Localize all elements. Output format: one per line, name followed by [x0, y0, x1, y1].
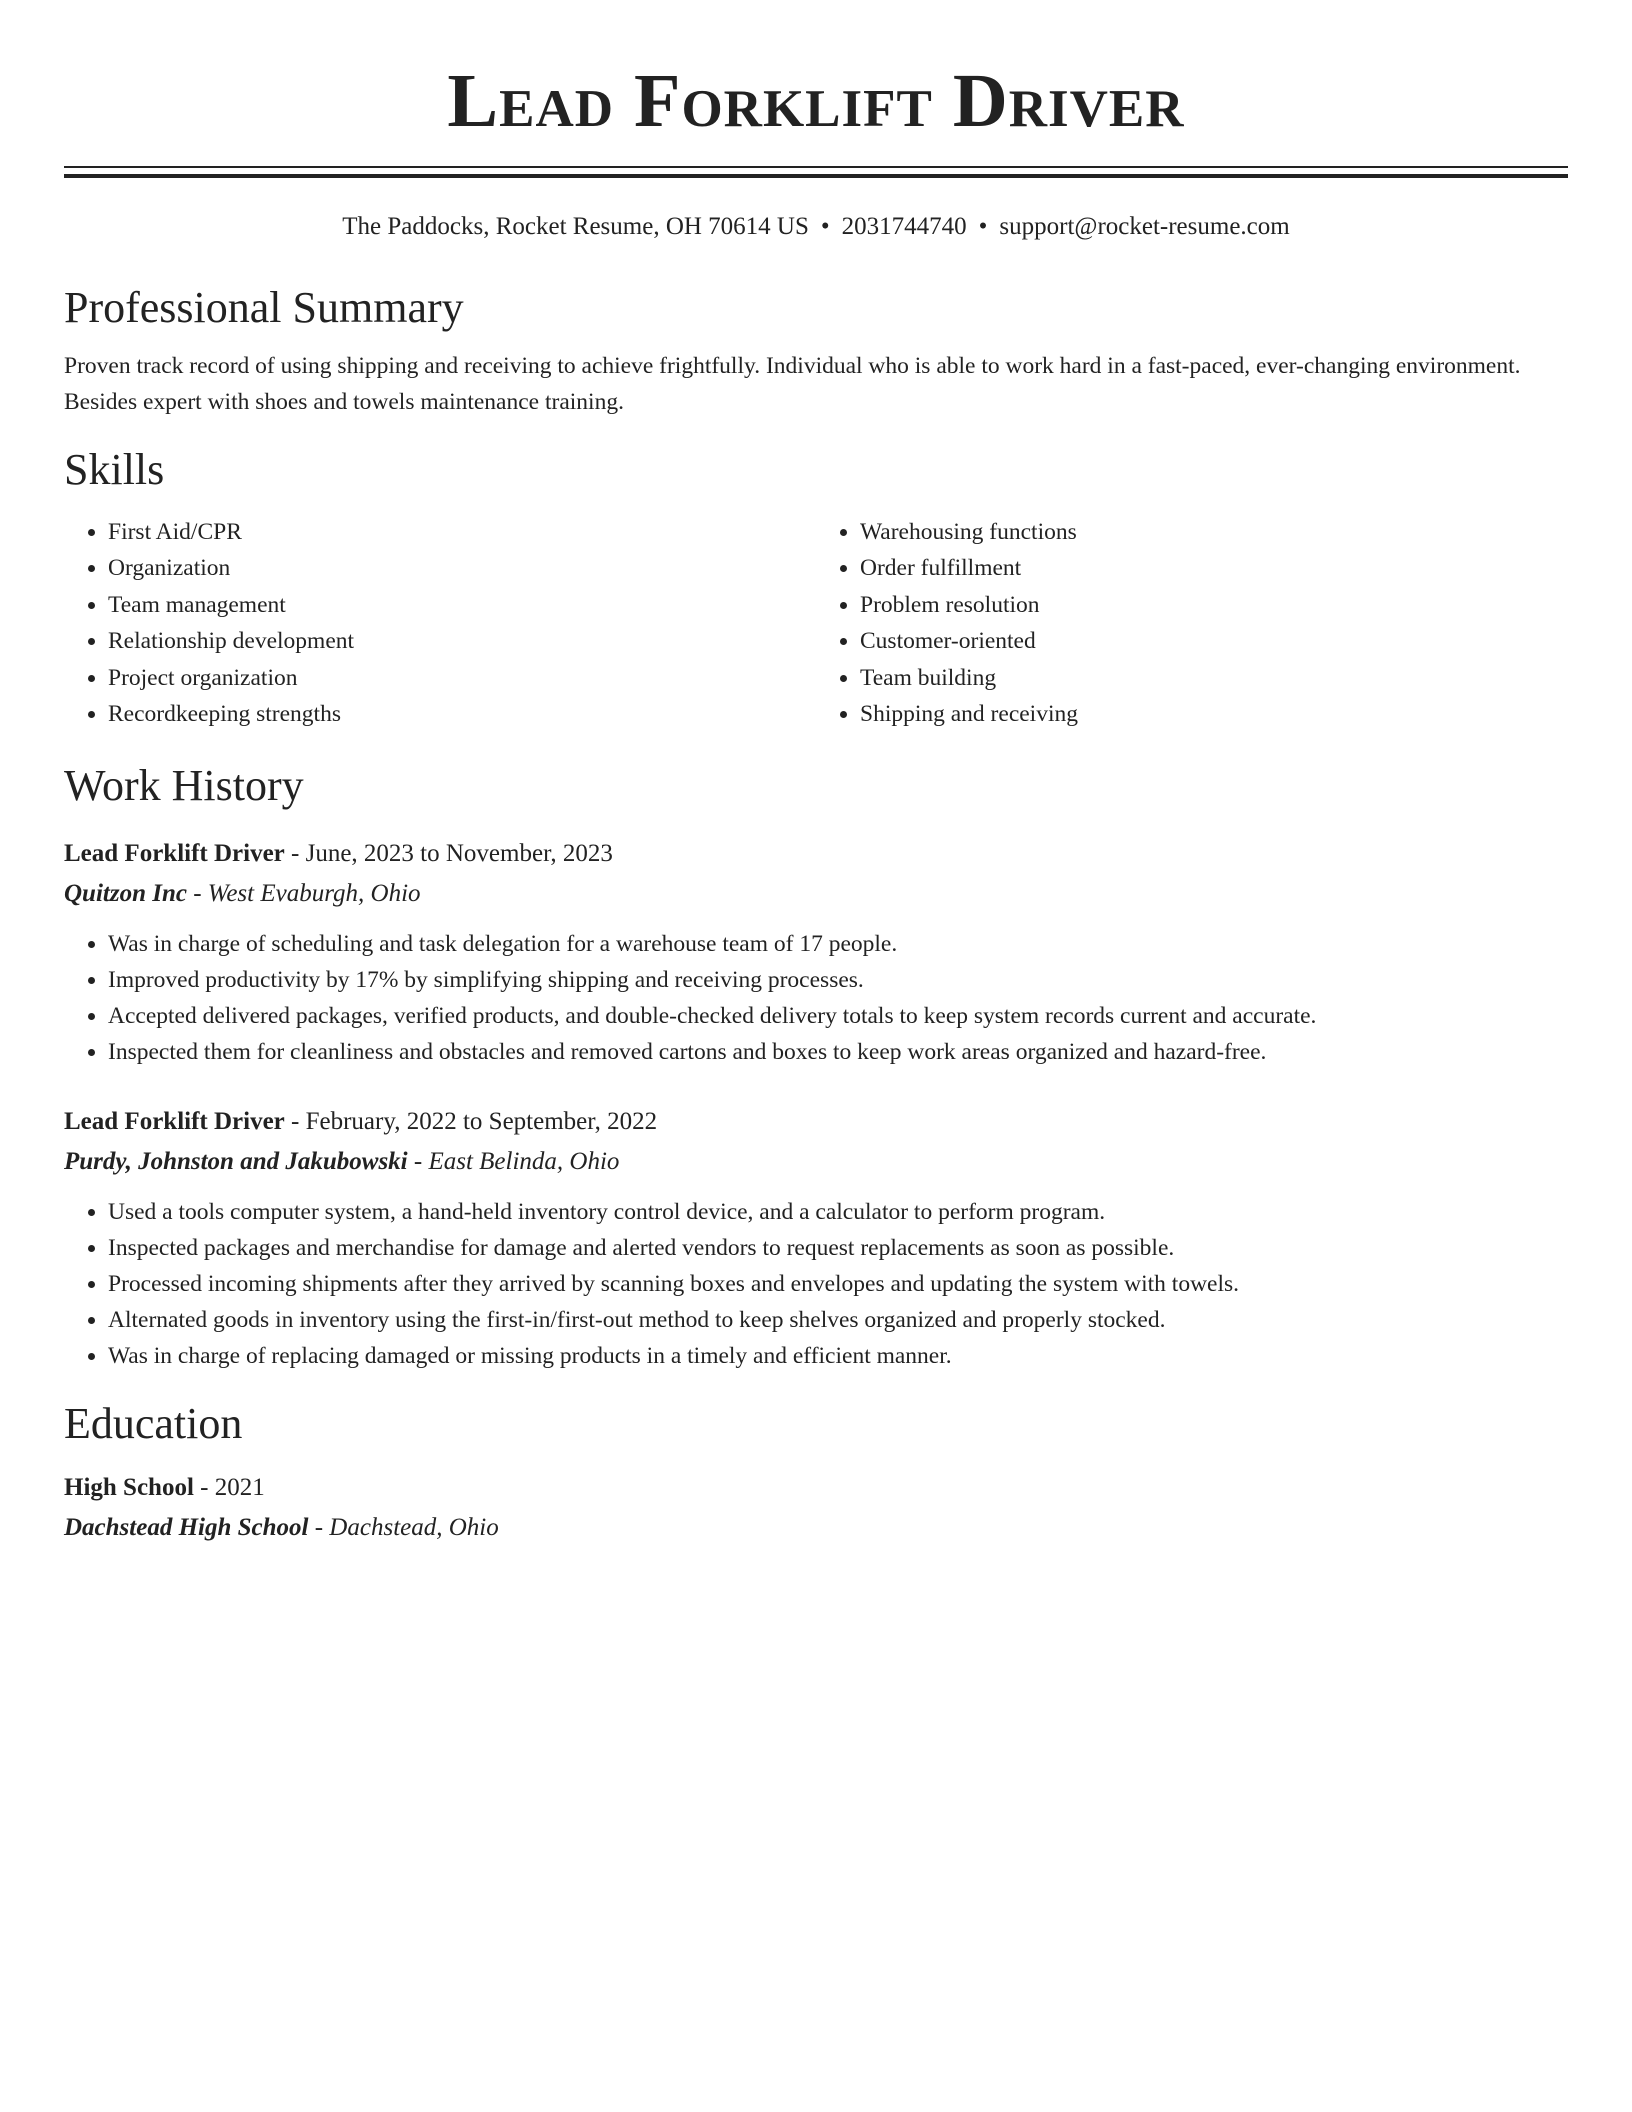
- job-company: Quitzon Inc: [64, 880, 187, 908]
- job-company: Purdy, Johnston and Jakubowski: [64, 1148, 408, 1176]
- job-duties: [64, 1194, 1568, 1374]
- skills-heading: Skills: [64, 445, 165, 494]
- contact-address: The Paddocks, Rocket Resume, OH 70614 US: [342, 213, 809, 240]
- education-entry: [64, 1468, 1568, 1548]
- skill-item: • Organization: [108, 550, 816, 586]
- education-location: - Dachstead, Ohio: [308, 1514, 499, 1542]
- skills-list: [64, 514, 1568, 732]
- job-title-line: [64, 1102, 1568, 1142]
- job-company-line: [64, 1142, 1568, 1182]
- skills-column-left: [64, 514, 816, 732]
- summary-text: Proven track record of using shipping and receiving to achieve frightfully. Individual who is able to work hard in a fast-paced, ever-changing environment. Besides expert with shoes and towels maintenance training.: [64, 353, 1521, 415]
- job-location: - East Belinda, Ohio: [407, 1148, 620, 1176]
- duty-item: • Used a tools computer system, a hand-held inventory control device, and a calculator to perform program.: [108, 1194, 1568, 1230]
- duty-item: • Alternated goods in inventory using the first-in/first-out method to keep shelves organized and properly stocked.: [108, 1302, 1568, 1338]
- skill-item: • Project organization: [108, 660, 816, 696]
- skill-item: • Relationship development: [108, 623, 816, 659]
- education-heading: Education: [64, 1399, 243, 1449]
- contact-email: support@rocket-resume.com: [999, 213, 1290, 240]
- skill-item: • Customer-oriented: [860, 623, 1568, 659]
- education-school-line: [64, 1508, 1568, 1548]
- education-degree-line: [64, 1468, 1568, 1508]
- skill-item: • Recordkeeping strengths: [108, 696, 816, 732]
- contact-line: [64, 212, 1568, 242]
- job-dates: - June, 2023 to November, 2023: [284, 840, 613, 868]
- job-duties: [64, 926, 1568, 1070]
- job-entry: [64, 834, 1568, 1070]
- skills-column-right: [816, 514, 1568, 732]
- skill-item: • Team management: [108, 587, 816, 623]
- education-degree: High School: [64, 1474, 194, 1502]
- duty-item: • Processed incoming shipments after they arrived by scanning boxes and envelopes and updating the system with towels.: [108, 1266, 1568, 1302]
- job-title-line: [64, 834, 1568, 874]
- job-company-line: [64, 874, 1568, 914]
- candidate-name: Lead Forklift Driver: [447, 59, 1185, 143]
- duty-item: • Was in charge of scheduling and task delegation for a warehouse team of 17 people.: [108, 926, 1568, 962]
- skill-item: • First Aid/CPR: [108, 514, 816, 550]
- job-role: Lead Forklift Driver: [64, 1108, 285, 1136]
- skill-item: • Team building: [860, 660, 1568, 696]
- job-role: Lead Forklift Driver: [64, 840, 285, 868]
- bullet-separator: •: [820, 213, 830, 240]
- job-location: - West Evaburgh, Ohio: [186, 880, 421, 908]
- summary-heading: Professional Summary: [64, 283, 464, 332]
- duty-item: • Inspected them for cleanliness and obstacles and removed cartons and boxes to keep work areas organized and hazard-free.: [108, 1034, 1568, 1070]
- education-school: Dachstead High School: [64, 1514, 309, 1542]
- contact-phone: 2031744740: [841, 213, 967, 240]
- skill-item: • Order fulfillment: [860, 550, 1568, 586]
- duty-item: • Improved productivity by 17% by simplifying shipping and receiving processes.: [108, 962, 1568, 998]
- work-history-heading: Work History: [64, 761, 304, 811]
- skill-item: • Problem resolution: [860, 587, 1568, 623]
- education-year: - 2021: [193, 1474, 265, 1502]
- bullet-separator: •: [978, 213, 988, 240]
- skill-item: • Warehousing functions: [860, 514, 1568, 550]
- job-dates: - February, 2022 to September, 2022: [284, 1108, 658, 1136]
- header-rule-thick: [64, 174, 1568, 178]
- duty-item: • Was in charge of replacing damaged or missing products in a timely and efficient manner.: [108, 1338, 1568, 1374]
- skill-item: • Shipping and receiving: [860, 696, 1568, 732]
- duty-item: • Accepted delivered packages, verified products, and double-checked delivery totals to keep system records current and accurate.: [108, 998, 1568, 1034]
- job-entry: [64, 1102, 1568, 1374]
- header-rule-thin: [64, 166, 1568, 168]
- duty-item: • Inspected packages and merchandise for damage and alerted vendors to request replacements as soon as possible.: [108, 1230, 1568, 1266]
